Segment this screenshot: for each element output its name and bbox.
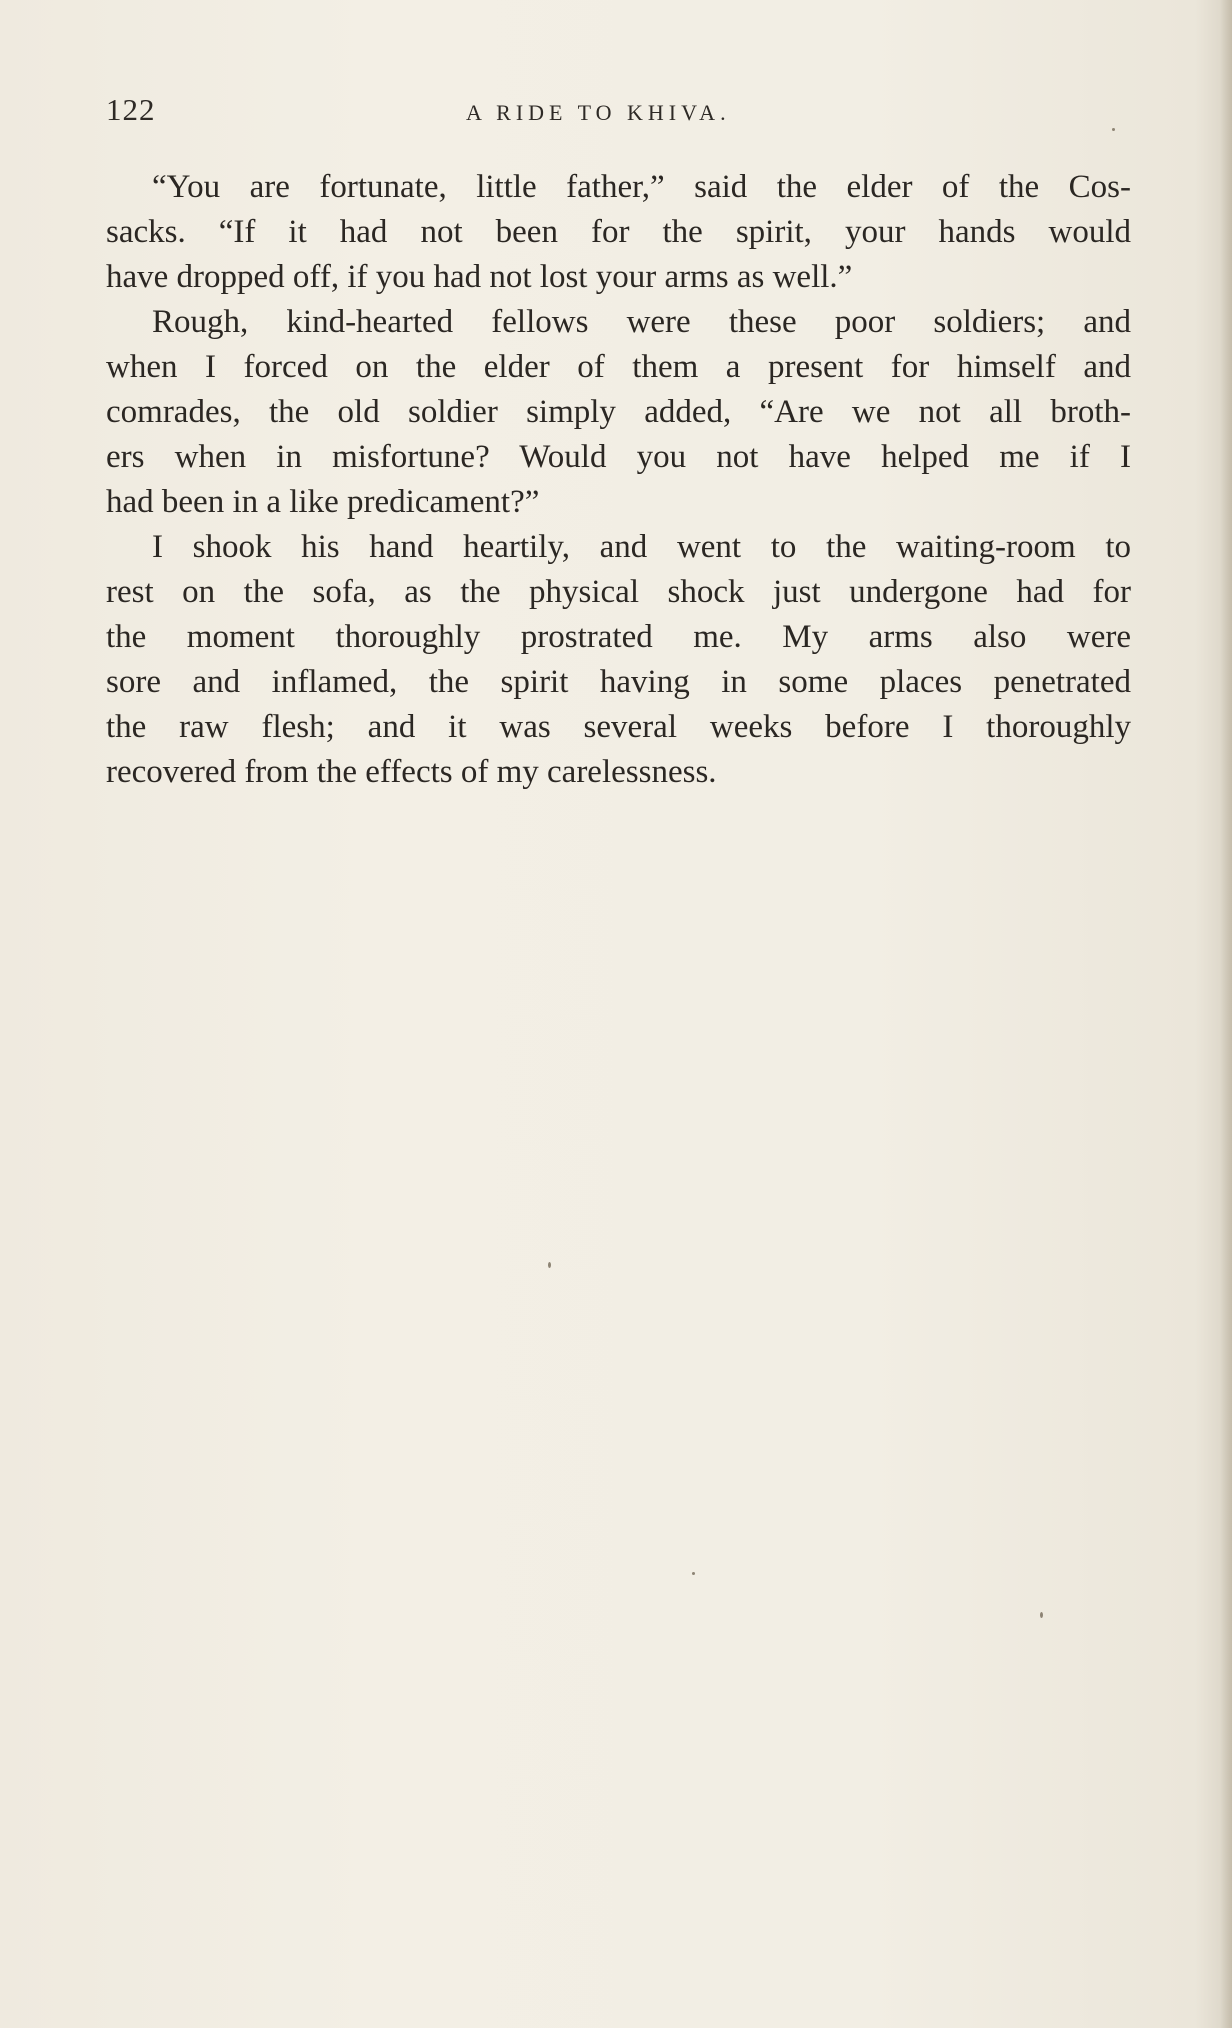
text-line: have dropped off, if you had not lost your arms as well.” (106, 259, 853, 295)
text-line: had been in a like predicament?” (106, 484, 540, 520)
running-title: A RIDE TO KHIVA. (466, 100, 731, 125)
paper-speck (1112, 128, 1115, 131)
text-line: comrades, the old soldier simply added, “Are we not all broth- (106, 394, 1131, 430)
text-line: the moment thoroughly prostrated me. My arms also were (106, 619, 1131, 655)
page-number: 122 (106, 92, 156, 127)
text-line: sore and inflamed, the spirit having in some places penetrated (106, 664, 1131, 700)
body-text (106, 165, 1131, 795)
text-line: Rough, kind-hearted fellows were these poor soldiers; and (152, 304, 1131, 340)
text-line: rest on the sofa, as the physical shock just undergone had for (106, 574, 1131, 610)
text-line: “You are fortunate, little father,” said the elder of the Cos- (152, 169, 1131, 205)
text-line: the raw flesh; and it was several weeks before I thoroughly (106, 709, 1131, 745)
text-line: recovered from the effects of my carelessness. (106, 754, 717, 790)
paragraph (106, 300, 1131, 525)
paper-speck (692, 1572, 695, 1575)
text-line: sacks. “If it had not been for the spirit, your hands would (106, 214, 1131, 250)
text-line: when I forced on the elder of them a present for himself and (106, 349, 1131, 385)
running-head (106, 92, 1131, 132)
paragraph (106, 165, 1131, 300)
paper-speck (1040, 1612, 1043, 1618)
paper-speck (548, 1262, 551, 1268)
page-edge-shadow (1220, 0, 1232, 2028)
text-line: ers when in misfortune? Would you not have helped me if I (106, 439, 1131, 475)
text-line: I shook his hand heartily, and went to the waiting-room to (152, 529, 1131, 565)
paragraph (106, 525, 1131, 795)
